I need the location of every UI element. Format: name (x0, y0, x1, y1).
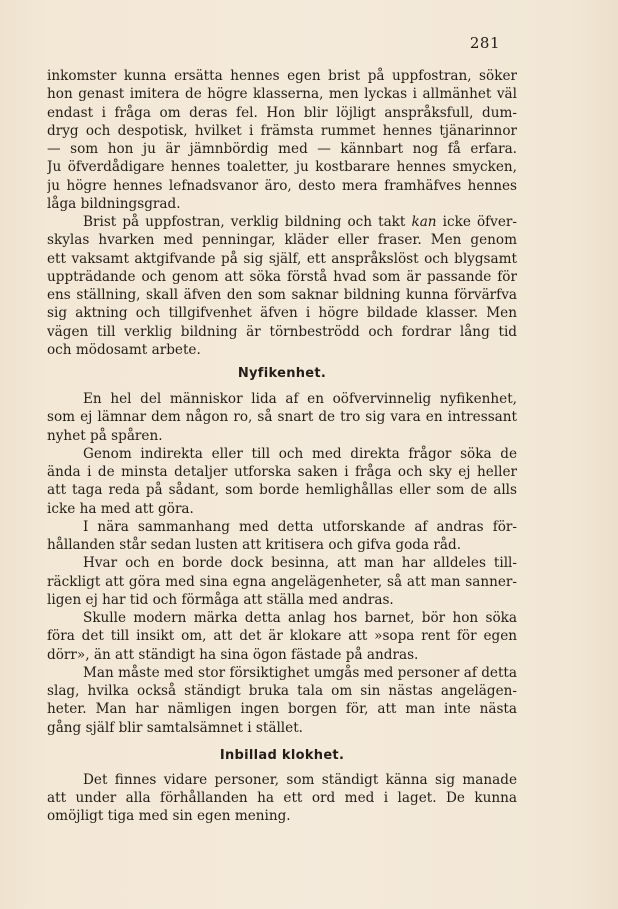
text-line: skylas hvarken med penningar, kläder eller fraser. Men genom (47, 232, 517, 249)
text-line: nyhet på spåren. (47, 427, 163, 444)
text-line: uppträdande och genom att söka förstå hvad som är passande för (47, 268, 517, 285)
text-line (47, 213, 517, 231)
page-body (47, 67, 517, 826)
text-line: Genom indirekta eller till och med direkta frågor söka de (83, 445, 517, 462)
text-line: I nära sammanhang med detta utforskande af andras för- (83, 518, 517, 535)
text-line: dörr», än att ständigt ha sina ögon fästade på andras. (47, 646, 419, 663)
text-line: gång själf blir samtalsämnet i stället. (47, 719, 303, 736)
italic-word: kan (411, 214, 437, 230)
text-line: ett vaksamt aktgifvande på sig själf, ett anspråkslöst och blygsamt (47, 250, 517, 267)
text-line: hållanden står sedan lusten att kritisera och gifva goda råd. (47, 537, 462, 553)
text-line: heter. Man har nämligen ingen borgen för, att man inte nästa (47, 701, 517, 718)
section-nyfikenhet (47, 390, 517, 737)
section-inbillad-klokhet (47, 771, 517, 826)
text-line: föra det till insikt om, att det är klokare att »sopa rent för egen (47, 628, 517, 645)
section-heading: Nyfikenhet. (237, 366, 327, 381)
text-line: Man måste med stor försiktighet umgås med personer af detta (83, 664, 517, 681)
text-line: icke ha med att göra. (47, 500, 194, 517)
text-line: och mödosamt arbete. (47, 341, 201, 358)
text-line: dryg och despotisk, hvilket i främsta rummet hennes tjänarinnor (47, 122, 517, 139)
text-line: Skulle modern märka detta anlag hos barnet, bör hon söka (83, 610, 517, 626)
text-line: omöjligt tiga med sin egen mening. (47, 808, 291, 825)
text-line: hon genast imitera de högre klasserna, men lyckas i allmänhet väl (47, 86, 517, 103)
text-run: icke öfver- (436, 214, 517, 230)
text-line: En hel del människor lida af en oöfvervinnelig nyfikenhet, (83, 391, 517, 407)
text-line: att under alla förhållanden ha ett ord med i laget. De kunna (47, 790, 517, 806)
text-line: endast i fråga om deras fel. Hon blir löjligt anspråksfull, dum- (47, 104, 517, 121)
text-line: räckligt att göra med sina egna angelägenheter, så att man sanner- (47, 573, 517, 590)
text-line: sig aktning och tillgifvenhet äfven i högre bildade klasser. Men (47, 305, 517, 322)
text-line: ens ställning, skall äfven den som saknar bildning kunna förvärfva (47, 287, 517, 303)
text-line: ända i de minsta detaljer utforska saken i fråga och sky ej heller (47, 464, 517, 480)
text-line: ligen ej har tid och förmåga att ställa med andras. (47, 591, 394, 608)
text-line: att taga reda på sådant, som borde hemlighållas eller som de alls (47, 482, 517, 499)
text-line: ju högre hennes lefnadsvanor äro, desto mera framhäfves hennes (47, 177, 517, 194)
page-number: 281 (469, 34, 500, 52)
section-heading: Inbillad klokhet. (219, 747, 345, 763)
text-line: inkomster kunna ersätta hennes egen brist på uppfostran, söker (47, 68, 517, 84)
text-line: låga bildningsgrad. (47, 195, 181, 212)
text-line: Ju öfverdådigare hennes toaletter, ju kostbarare hennes smycken, (47, 159, 517, 176)
text-line: vägen till verklig bildning är törnbeströdd och fordrar lång tid (47, 323, 517, 340)
text-line: som ej lämnar dem någon ro, så snart de tro sig vara en intressant (47, 409, 517, 426)
text-line: slag, hvilka också ständigt bruka tala om sin nästas angelägen- (47, 683, 517, 699)
text-line: — som hon ju är jämnbördig med — kännbart nog få erfara. (47, 141, 517, 157)
text-line: Hvar och en borde dock besinna, att man har alldeles till- (83, 555, 517, 572)
text-line: Det finnes vidare personer, som ständigt känna sig manade (83, 771, 517, 788)
text-run: Brist på uppfostran, verklig bildning och takt (83, 214, 412, 230)
